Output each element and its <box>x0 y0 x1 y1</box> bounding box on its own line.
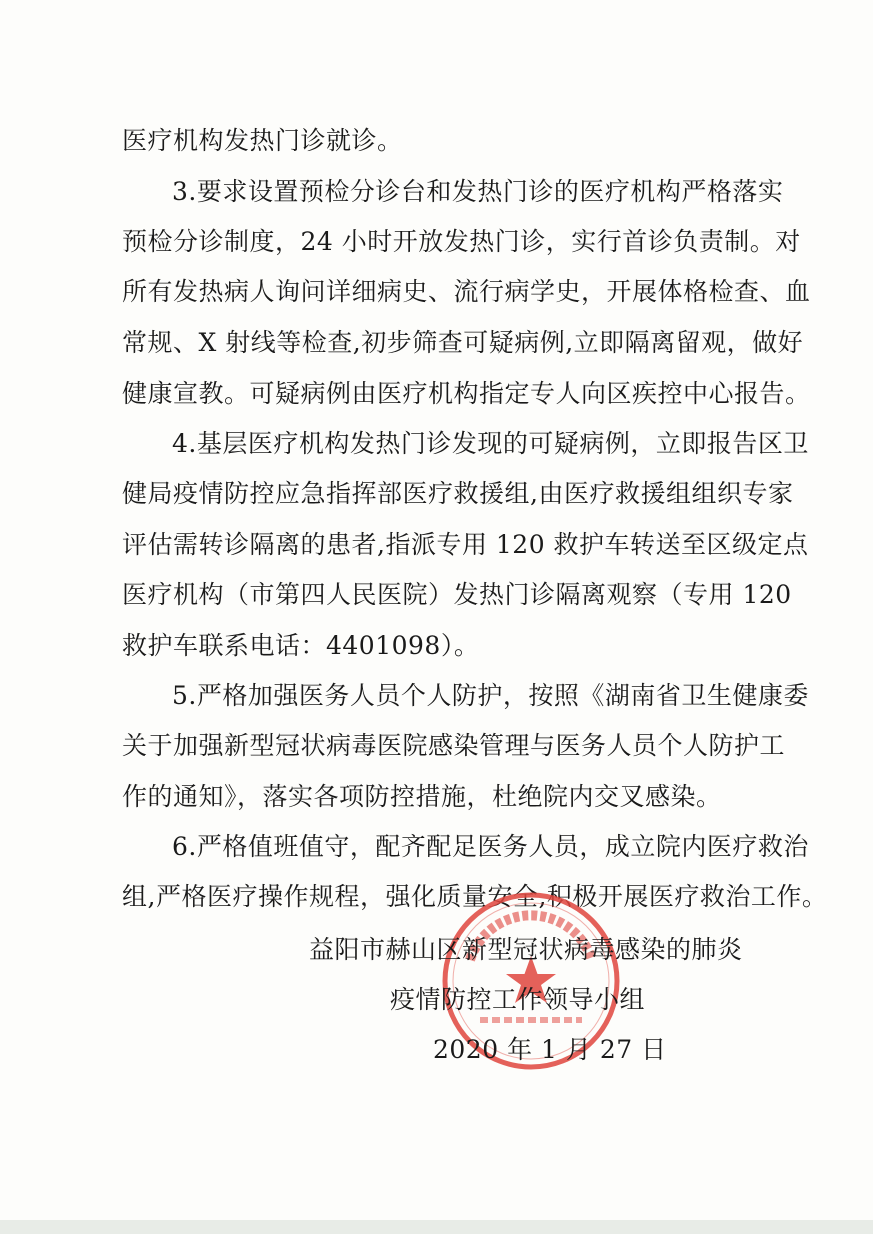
text-line-3: 预检分诊制度，24 小时开放发热门诊，实行首诊负责制。对 <box>122 227 801 256</box>
text-line-11: 救护车联系电话：4401098）。 <box>122 631 480 660</box>
scan-edge-strip <box>0 1220 873 1234</box>
text-line-8: 健局疫情防控应急指挥部医疗救援组,由医疗救援组组织专家 <box>122 479 794 508</box>
text-line-15: 6.严格值班值守，配齐配足医务人员，成立院内医疗救治 <box>172 832 809 861</box>
text-line-13: 关于加强新型冠状病毒医院感染管理与医务人员个人防护工 <box>122 731 786 760</box>
text-line-2: 3.要求设置预检分诊台和发热门诊的医疗机构严格落实 <box>172 177 784 206</box>
signature-date: 2020 年 1 月 27 日 <box>433 1035 667 1064</box>
text-line-5: 常规、X 射线等检查,初步筛查可疑病例,立即隔离留观，做好 <box>122 328 804 357</box>
text-line-9: 评估需转诊隔离的患者,指派专用 120 救护车转送至区级定点 <box>122 530 809 559</box>
text-line-12: 5.严格加强医务人员个人防护，按照《湖南省卫生健康委 <box>172 681 809 710</box>
text-line-1: 医疗机构发热门诊就诊。 <box>122 126 403 155</box>
text-line-14: 作的通知》，落实各项防控措施，杜绝院内交叉感染。 <box>122 782 722 811</box>
text-line-4: 所有发热病人询问详细病史、流行病学史，开展体格检查、血 <box>122 277 811 306</box>
text-line-7: 4.基层医疗机构发热门诊发现的可疑病例，立即报告区卫 <box>172 429 809 458</box>
text-line-10: 医疗机构（市第四人民医院）发热门诊隔离观察（专用 120 <box>122 580 792 609</box>
signature-org-line-1: 益阳市赫山区新型冠状病毒感染的肺炎 <box>309 935 743 964</box>
text-line-6: 健康宣教。可疑病例由医疗机构指定专人向区疾控中心报告。 <box>122 379 811 408</box>
text-line-16: 组,严格医疗操作规程，强化质量安全,积极开展医疗救治工作。 <box>122 882 828 911</box>
signature-org-line-2: 疫情防控工作领导小组 <box>390 985 646 1014</box>
